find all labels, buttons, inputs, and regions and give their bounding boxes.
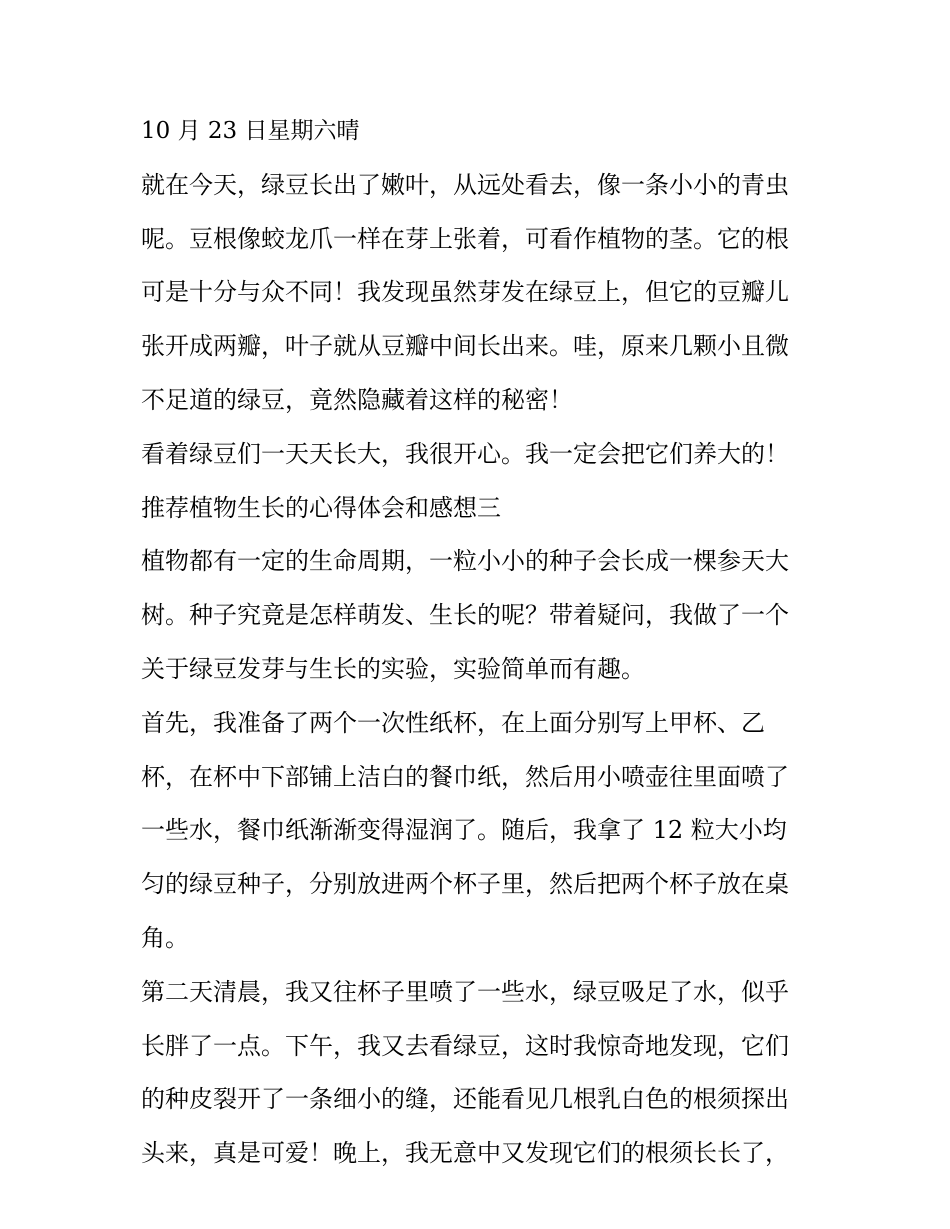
text-line: 第二天清晨，我又往杯子里喷了一些水，绿豆吸足了水，似乎	[141, 977, 789, 1006]
text-line: 首先，我准备了两个一次性纸杯，在上面分别写上甲杯、乙	[141, 708, 765, 737]
text-line: 就在今天，绿豆长出了嫩叶，从远处看去，像一条小小的青虫	[141, 170, 789, 199]
text-line: 角。	[141, 923, 189, 952]
text-line: 呢。豆根像蛟龙爪一样在芽上张着，可看作植物的茎。它的根	[141, 224, 789, 253]
text-line: 可是十分与众不同！我发现虽然芽发在绿豆上，但它的豆瓣儿	[141, 278, 789, 307]
text-line: 头来，真是可爱！晚上，我无意中又发现它们的根须长长了，	[141, 1139, 789, 1168]
text-line: 杯，在杯中下部铺上洁白的餐巾纸，然后用小喷壶往里面喷了	[141, 762, 789, 791]
diary-date-line: 10 月 23 日星期六晴	[141, 118, 360, 144]
text-line: 一些水，餐巾纸渐渐变得湿润了。随后，我拿了 12 粒大小均	[141, 816, 787, 845]
text-line: 关于绿豆发芽与生长的实验，实验简单而有趣。	[141, 654, 645, 683]
text-line: 树。种子究竟是怎样萌发、生长的呢？带着疑问，我做了一个	[141, 601, 789, 630]
document-body	[141, 112, 817, 1188]
text-line: 张开成两瓣，叶子就从豆瓣中间长出来。哇，原来几颗小且微	[141, 332, 789, 361]
text-line: 看着绿豆们一天天长大，我很开心。我一定会把它们养大的！	[141, 439, 789, 468]
text-line: 匀的绿豆种子，分别放进两个杯子里，然后把两个杯子放在桌	[141, 870, 789, 899]
text-line: 植物都有一定的生命周期，一粒小小的种子会长成一棵参天大	[141, 547, 789, 576]
text-line: 不足道的绿豆，竟然隐藏着这样的秘密！	[141, 385, 573, 414]
text-line: 的种皮裂开了一条细小的缝，还能看见几根乳白色的根须探出	[141, 1085, 789, 1114]
section-title: 推荐植物生长的心得体会和感想三	[141, 493, 501, 522]
text-line: 长胖了一点。下午，我又去看绿豆，这时我惊奇地发现，它们	[141, 1031, 789, 1060]
